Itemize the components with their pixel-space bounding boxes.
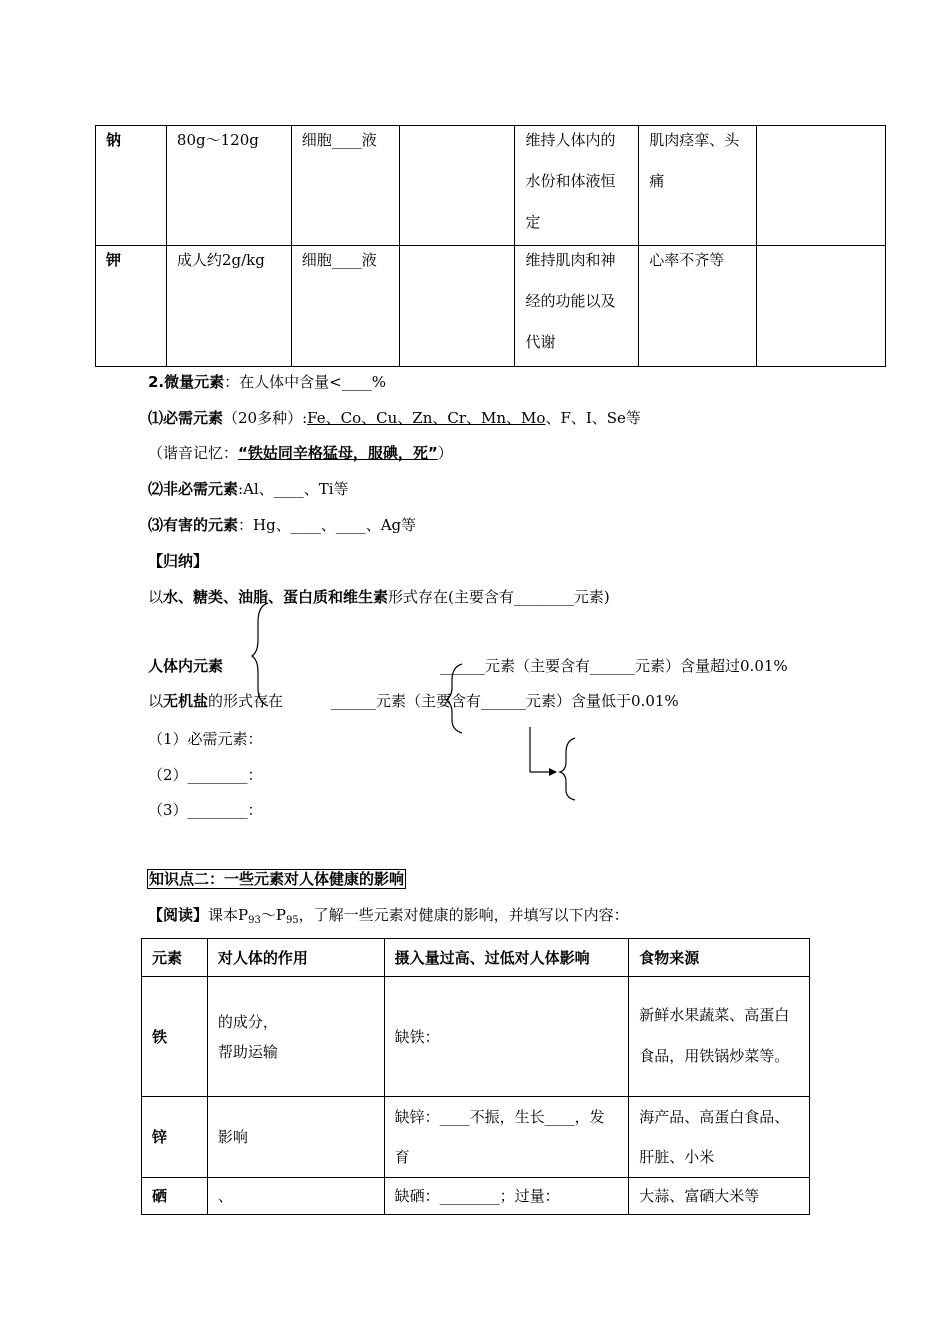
- intake-cell: 缺硒：________；过量：: [394, 1187, 560, 1205]
- amount-cell: 成人约2g/kg: [176, 251, 265, 269]
- left-brace: [252, 603, 268, 706]
- element-cell: 锌: [152, 1128, 168, 1146]
- right-brace: [560, 738, 575, 800]
- effect-line-1: 、: [217, 1187, 233, 1205]
- arrow-head: [549, 768, 557, 776]
- amount-cell: 80g～120g: [176, 131, 259, 149]
- function-cell: 维持人体内的水份和体液恒定: [525, 131, 616, 231]
- reading-instruction: 【阅读】课本$P_{93}\sim P_{95}$，了解一些元素对健康的影响，并填写以下内容：: [148, 906, 629, 926]
- table-row: [142, 1178, 810, 1215]
- element-cell: 钠: [106, 131, 122, 149]
- location-cell: 细胞____液: [301, 131, 377, 149]
- macro-elements: ______元素（主要含有______元素）含量超过0.01%: [440, 657, 788, 675]
- knowledge-2-title: 知识点二：一些元素对人体健康的影响: [149, 870, 405, 888]
- header-element: 元素: [152, 948, 183, 967]
- summary-item-1: （1）必需元素：: [148, 730, 263, 748]
- harmful-elements: ⑶有害的元素：Hg、____、____、Ag等: [148, 516, 417, 534]
- food-cell: 海产品、高蛋白食品、肝脏、小米: [639, 1108, 790, 1166]
- summary-line1: 以水、糖类、油脂、蛋白质和维生素形式存在(主要含有________元素): [148, 588, 610, 606]
- summary-item-3: （3）________：: [148, 801, 263, 819]
- header-intake: 摄入量过高、过低对人体影响: [394, 948, 590, 967]
- summary-line3: 以无机盐的形式存在: [148, 692, 284, 710]
- element-cell: 铁: [152, 1027, 168, 1046]
- middle-brace: [446, 664, 462, 733]
- header-effect: 对人体的作用: [217, 948, 308, 967]
- header-food: 食物来源: [639, 948, 700, 967]
- location-cell: 细胞____液: [301, 251, 377, 269]
- table-header-row: [142, 939, 810, 977]
- element-cell: 钾: [106, 251, 122, 269]
- summary-item-2: （2）________：: [148, 766, 263, 784]
- mnemonic: （谐音记忆：“铁姑同辛格猛母，服碘，死”）: [148, 444, 453, 462]
- table-row: [142, 1097, 810, 1178]
- effect-line-2: 帮助运输: [217, 1042, 278, 1061]
- essential-elements: ⑴必需元素（20多种）:Fe、Co、Cu、Zn、Cr、Mn、Mo、F、I、Se等: [148, 409, 641, 427]
- intake-cell: 缺锌：____不振，生长____，发育: [394, 1108, 605, 1166]
- element-cell: 硒: [152, 1187, 168, 1205]
- summary-title: 【归纳】: [148, 552, 209, 570]
- food-cell: 新鲜水果蔬菜、高蛋白食品，用铁锅炒菜等。: [639, 1005, 790, 1065]
- micro-elements: ______元素（主要含有______元素）含量低于0.01%: [331, 692, 679, 710]
- intake-cell: 缺铁：: [394, 1027, 440, 1046]
- summary-root: 人体内元素: [148, 657, 224, 675]
- deficiency-cell: 心率不齐等: [649, 251, 725, 269]
- trace-heading: 2.微量元素：在人体中含量<____%: [148, 373, 386, 391]
- function-cell: 维持肌肉和神经的功能以及代谢: [525, 251, 616, 351]
- table-row: [142, 977, 810, 1097]
- effect-line-1: 的成分，: [217, 1012, 278, 1031]
- deficiency-cell: 肌肉痉挛、头痛: [649, 131, 740, 190]
- food-cell: 大蒜、富硒大米等: [639, 1187, 760, 1205]
- element-health-table: [141, 938, 810, 1215]
- effect-line-1: 影响: [217, 1128, 248, 1146]
- nonessential-elements: ⑵非必需元素:Al、____、Ti等: [148, 480, 349, 498]
